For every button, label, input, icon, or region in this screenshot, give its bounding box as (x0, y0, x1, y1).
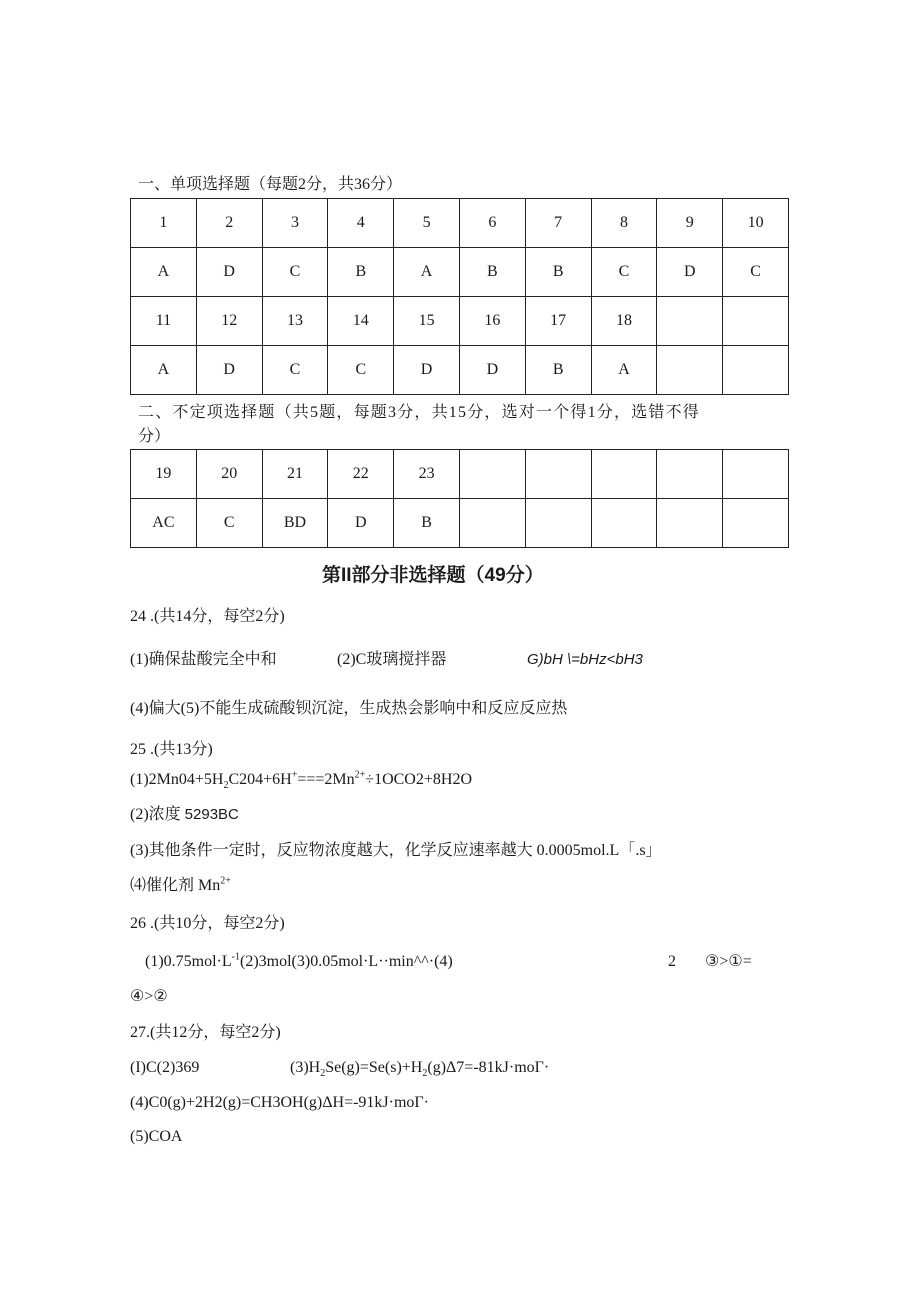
table-cell: 23 (394, 450, 460, 499)
table-cell: D (196, 346, 262, 395)
superscript: 2+ (354, 769, 366, 781)
table-cell (657, 346, 723, 395)
table-cell: C (262, 346, 328, 395)
table-cell: B (459, 248, 525, 297)
q27-line2: (4)C0(g)+2H2(g)=CH3OH(g)ΔH=-91kJ·moΓ· (130, 1094, 430, 1111)
table-cell (723, 297, 789, 346)
table-cell (459, 450, 525, 499)
table-cell (723, 499, 789, 548)
table-cell: 10 (723, 199, 789, 248)
superscript: + (291, 769, 298, 781)
table-cell: 6 (459, 199, 525, 248)
table-row (131, 297, 789, 346)
table-cell: 8 (591, 199, 657, 248)
table-cell: 13 (262, 297, 328, 346)
table-cell: B (394, 499, 460, 548)
subscript: 2 (223, 780, 229, 792)
q27-line3: (5)COA (130, 1128, 183, 1145)
table-cell: B (328, 248, 394, 297)
q25-line4 (130, 876, 231, 896)
table-cell: A (394, 248, 460, 297)
q24-heading: 24 .(共14分，每空2分) (130, 608, 285, 625)
q25-value: 5293BC (184, 806, 239, 823)
table-cell: D (328, 499, 394, 548)
table-cell: A (131, 346, 197, 395)
q27-text: (g)Δ7=-81kJ·moΓ· (427, 1059, 550, 1076)
q27-answer-3 (290, 1058, 549, 1078)
table-row (131, 248, 789, 297)
q25-text: ÷1OCO2+8H2O (365, 771, 472, 788)
table-cell (657, 297, 723, 346)
q25-text: (1)2Mn04+5H (130, 771, 224, 788)
q25-equation-line (130, 770, 472, 790)
superscript: 2+ (220, 875, 231, 887)
table-cell: 21 (262, 450, 328, 499)
section1-heading: 一、单项选择题（每题2分，共36分） (138, 176, 403, 193)
table-cell: AC (131, 499, 197, 548)
table-cell: 5 (394, 199, 460, 248)
table-cell: D (196, 248, 262, 297)
table-cell (723, 346, 789, 395)
table-cell: 15 (394, 297, 460, 346)
section2-heading-line2: 分） (138, 428, 171, 445)
table-cell: 19 (131, 450, 197, 499)
table-cell: 22 (328, 450, 394, 499)
table-cell (657, 499, 723, 548)
section2-heading-line1: 二、不定项选择题（共5题，每题3分，共15分，选对一个得1分，选错不得 (138, 404, 701, 421)
table-cell: D (459, 346, 525, 395)
q24-answer-2: (2)C玻璃搅拌器 (337, 651, 447, 668)
table-cell: C (328, 346, 394, 395)
table-row (131, 346, 789, 395)
q25-label: (2)浓度 (130, 806, 185, 823)
q26-line2: ④>② (130, 988, 168, 1005)
q25-line3: (3)其他条件一定时，反应物浓度越大，化学反应速率越大 0.0005mol.L「.s」 (130, 842, 662, 859)
q26-answer-5: ③>①= (705, 953, 752, 970)
table-cell (591, 450, 657, 499)
table-cell: 12 (196, 297, 262, 346)
table-cell: 3 (262, 199, 328, 248)
table-cell: C (196, 499, 262, 548)
table-cell: D (657, 248, 723, 297)
table-cell: 1 (131, 199, 197, 248)
q27-heading: 27.(共12分，每空2分) (130, 1024, 281, 1041)
table-cell (459, 499, 525, 548)
q25-heading: 25 .(共13分) (130, 741, 213, 758)
table-cell: A (591, 346, 657, 395)
table-cell: A (131, 248, 197, 297)
table-row (131, 499, 789, 548)
part2-title: 第II部分非选择题（49分） (322, 565, 544, 586)
table-cell: B (525, 248, 591, 297)
table-cell: 18 (591, 297, 657, 346)
table-cell (723, 450, 789, 499)
q26-heading: 26 .(共10分，每空2分) (130, 915, 285, 932)
table-cell: C (262, 248, 328, 297)
table-cell: 4 (328, 199, 394, 248)
q27-answer-1-2: (I)C(2)369 (130, 1059, 200, 1076)
q26-answer-4: 2 (668, 953, 676, 970)
subscript: 2 (320, 1068, 326, 1080)
table-row (131, 199, 789, 248)
table-cell: 14 (328, 297, 394, 346)
q27-text: Se(g)=Se(s)+H (325, 1059, 423, 1076)
table-cell: BD (262, 499, 328, 548)
subscript: 2 (422, 1068, 428, 1080)
table-cell (525, 499, 591, 548)
table-cell: 16 (459, 297, 525, 346)
table-cell (591, 499, 657, 548)
table-cell: C (591, 248, 657, 297)
q25-text: ===2Mn (297, 771, 355, 788)
table-cell (525, 450, 591, 499)
table-cell (657, 450, 723, 499)
q26-line1 (145, 952, 453, 972)
q24-answer-1: (1)确保盐酸完全中和 (130, 651, 277, 668)
table-cell: C (723, 248, 789, 297)
q25-line2 (130, 805, 239, 825)
table-row (131, 450, 789, 499)
q26-text: (2)3mol(3)0.05mol·L··min^^·(4) (240, 953, 453, 970)
q24-answer-line2: (4)偏大(5)不能生成硫酸钡沉淀，生成热会影响中和反应反应热 (130, 700, 568, 717)
superscript: -1 (231, 951, 240, 963)
table-cell: 9 (657, 199, 723, 248)
table-cell: 2 (196, 199, 262, 248)
q25-text: C204+6H (228, 771, 292, 788)
table-cell: 7 (525, 199, 591, 248)
table-cell: B (525, 346, 591, 395)
q24-answer-3: G)bH \=bHz<bH3 (527, 651, 643, 668)
q26-text: (1)0.75mol·L (145, 953, 232, 970)
single-choice-answer-table (130, 198, 789, 395)
table-cell: 11 (131, 297, 197, 346)
table-cell: 20 (196, 450, 262, 499)
q25-text: ⑷催化剂 Mn (130, 877, 221, 894)
table-cell: 17 (525, 297, 591, 346)
q27-text: (3)H (290, 1059, 321, 1076)
table-cell: D (394, 346, 460, 395)
multiple-choice-answer-table (130, 449, 789, 548)
